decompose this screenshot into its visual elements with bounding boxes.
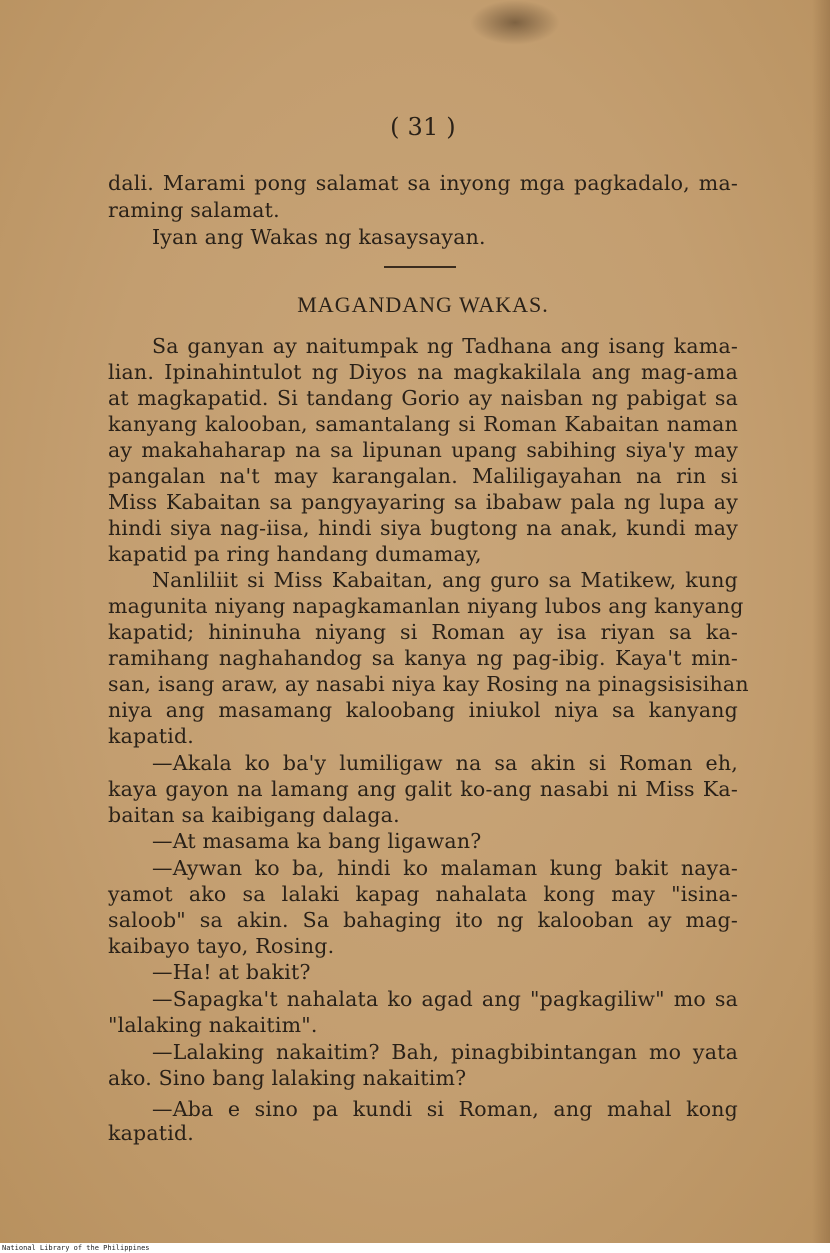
text-line: ako. Sino bang lalaking nakaitim? bbox=[108, 1066, 467, 1090]
text-line: kaya gayon na lamang ang galit ko-ang nasabi ni Miss Ka- bbox=[108, 777, 738, 801]
text-line: —Aywan ko ba, hindi ko malaman kung bakit naya- bbox=[152, 856, 738, 880]
text-line: san, isang araw, ay nasabi niya kay Rosing na pinagsisisihan bbox=[108, 672, 749, 696]
text-line: baitan sa kaibigang dalaga. bbox=[108, 803, 400, 827]
text-line: lian. Ipinahintulot ng Diyos na magkakilala ang mag-ama bbox=[108, 360, 738, 384]
library-footer: National Library of the Philippines bbox=[2, 1244, 150, 1252]
text-line: dali. Marami pong salamat sa inyong mga pagkadalo, ma- bbox=[108, 171, 738, 195]
text-line: hindi siya nag-iisa, hindi siya bugtong na anak, kundi may bbox=[108, 516, 738, 540]
text-line: at magkapatid. Si tandang Gorio ay naisban ng pabigat sa bbox=[108, 386, 738, 410]
text-line: —Lalaking nakaitim? Bah, pinagbibintangan mo yata bbox=[152, 1040, 738, 1064]
text-line: —Aba e sino pa kundi si Roman, ang mahal kong bbox=[152, 1097, 738, 1121]
text-line: —Sapagka't nahalata ko agad ang "pagkagiliw" mo sa bbox=[152, 987, 738, 1011]
page-stain bbox=[470, 0, 560, 45]
text-line: Miss Kabaitan sa pangyayaring sa ibabaw pala ng lupa ay bbox=[108, 490, 738, 514]
text-line: —Ha! at bakit? bbox=[152, 960, 311, 984]
text-line: —At masama ka bang ligawan? bbox=[152, 829, 482, 853]
text-line: kapatid. bbox=[108, 1121, 195, 1145]
text-line: Nanliliit si Miss Kabaitan, ang guro sa Matikew, kung bbox=[152, 568, 738, 592]
text-line: kanyang kalooban, samantalang si Roman Kabaitan naman bbox=[108, 412, 738, 436]
text-line: kaibayo tayo, Rosing. bbox=[108, 934, 335, 958]
text-line: —Akala ko ba'y lumiligaw na sa akin si Roman eh, bbox=[152, 751, 738, 775]
text-line: kapatid. bbox=[108, 724, 195, 748]
text-line: Sa ganyan ay naitumpak ng Tadhana ang isang kama- bbox=[152, 334, 738, 358]
text-line: ramihang naghahandog sa kanya ng pag-ibig. Kaya't min- bbox=[108, 646, 738, 670]
text-line: yamot ako sa lalaki kapag nahalata kong may "isina- bbox=[108, 882, 738, 906]
page-number: ( 31 ) bbox=[390, 113, 456, 141]
text-line: ay makahaharap na sa lipunan upang sabihing siya'y may bbox=[108, 438, 738, 462]
section-heading: MAGANDANG WAKAS. bbox=[297, 292, 549, 317]
text-line: Iyan ang Wakas ng kasaysayan. bbox=[152, 225, 486, 249]
text-line: "lalaking nakaitim". bbox=[108, 1013, 318, 1037]
section-divider bbox=[384, 266, 456, 268]
text-line: magunita niyang napagkamanlan niyang lubos ang kanyang bbox=[108, 594, 744, 618]
text-line: niya ang masamang kaloobang iniukol niya sa kanyang bbox=[108, 698, 738, 722]
text-line: saloob" sa akin. Sa bahaging ito ng kalooban ay mag- bbox=[108, 908, 738, 932]
text-line: kapatid pa ring handang dumamay, bbox=[108, 542, 482, 566]
text-line: raming salamat. bbox=[108, 198, 280, 222]
text-line: kapatid; hininuha niyang si Roman ay isa riyan sa ka- bbox=[108, 620, 738, 644]
page-edge-shadow bbox=[812, 0, 830, 1243]
text-line: pangalan na't may karangalan. Maliligayahan na rin si bbox=[108, 464, 738, 488]
